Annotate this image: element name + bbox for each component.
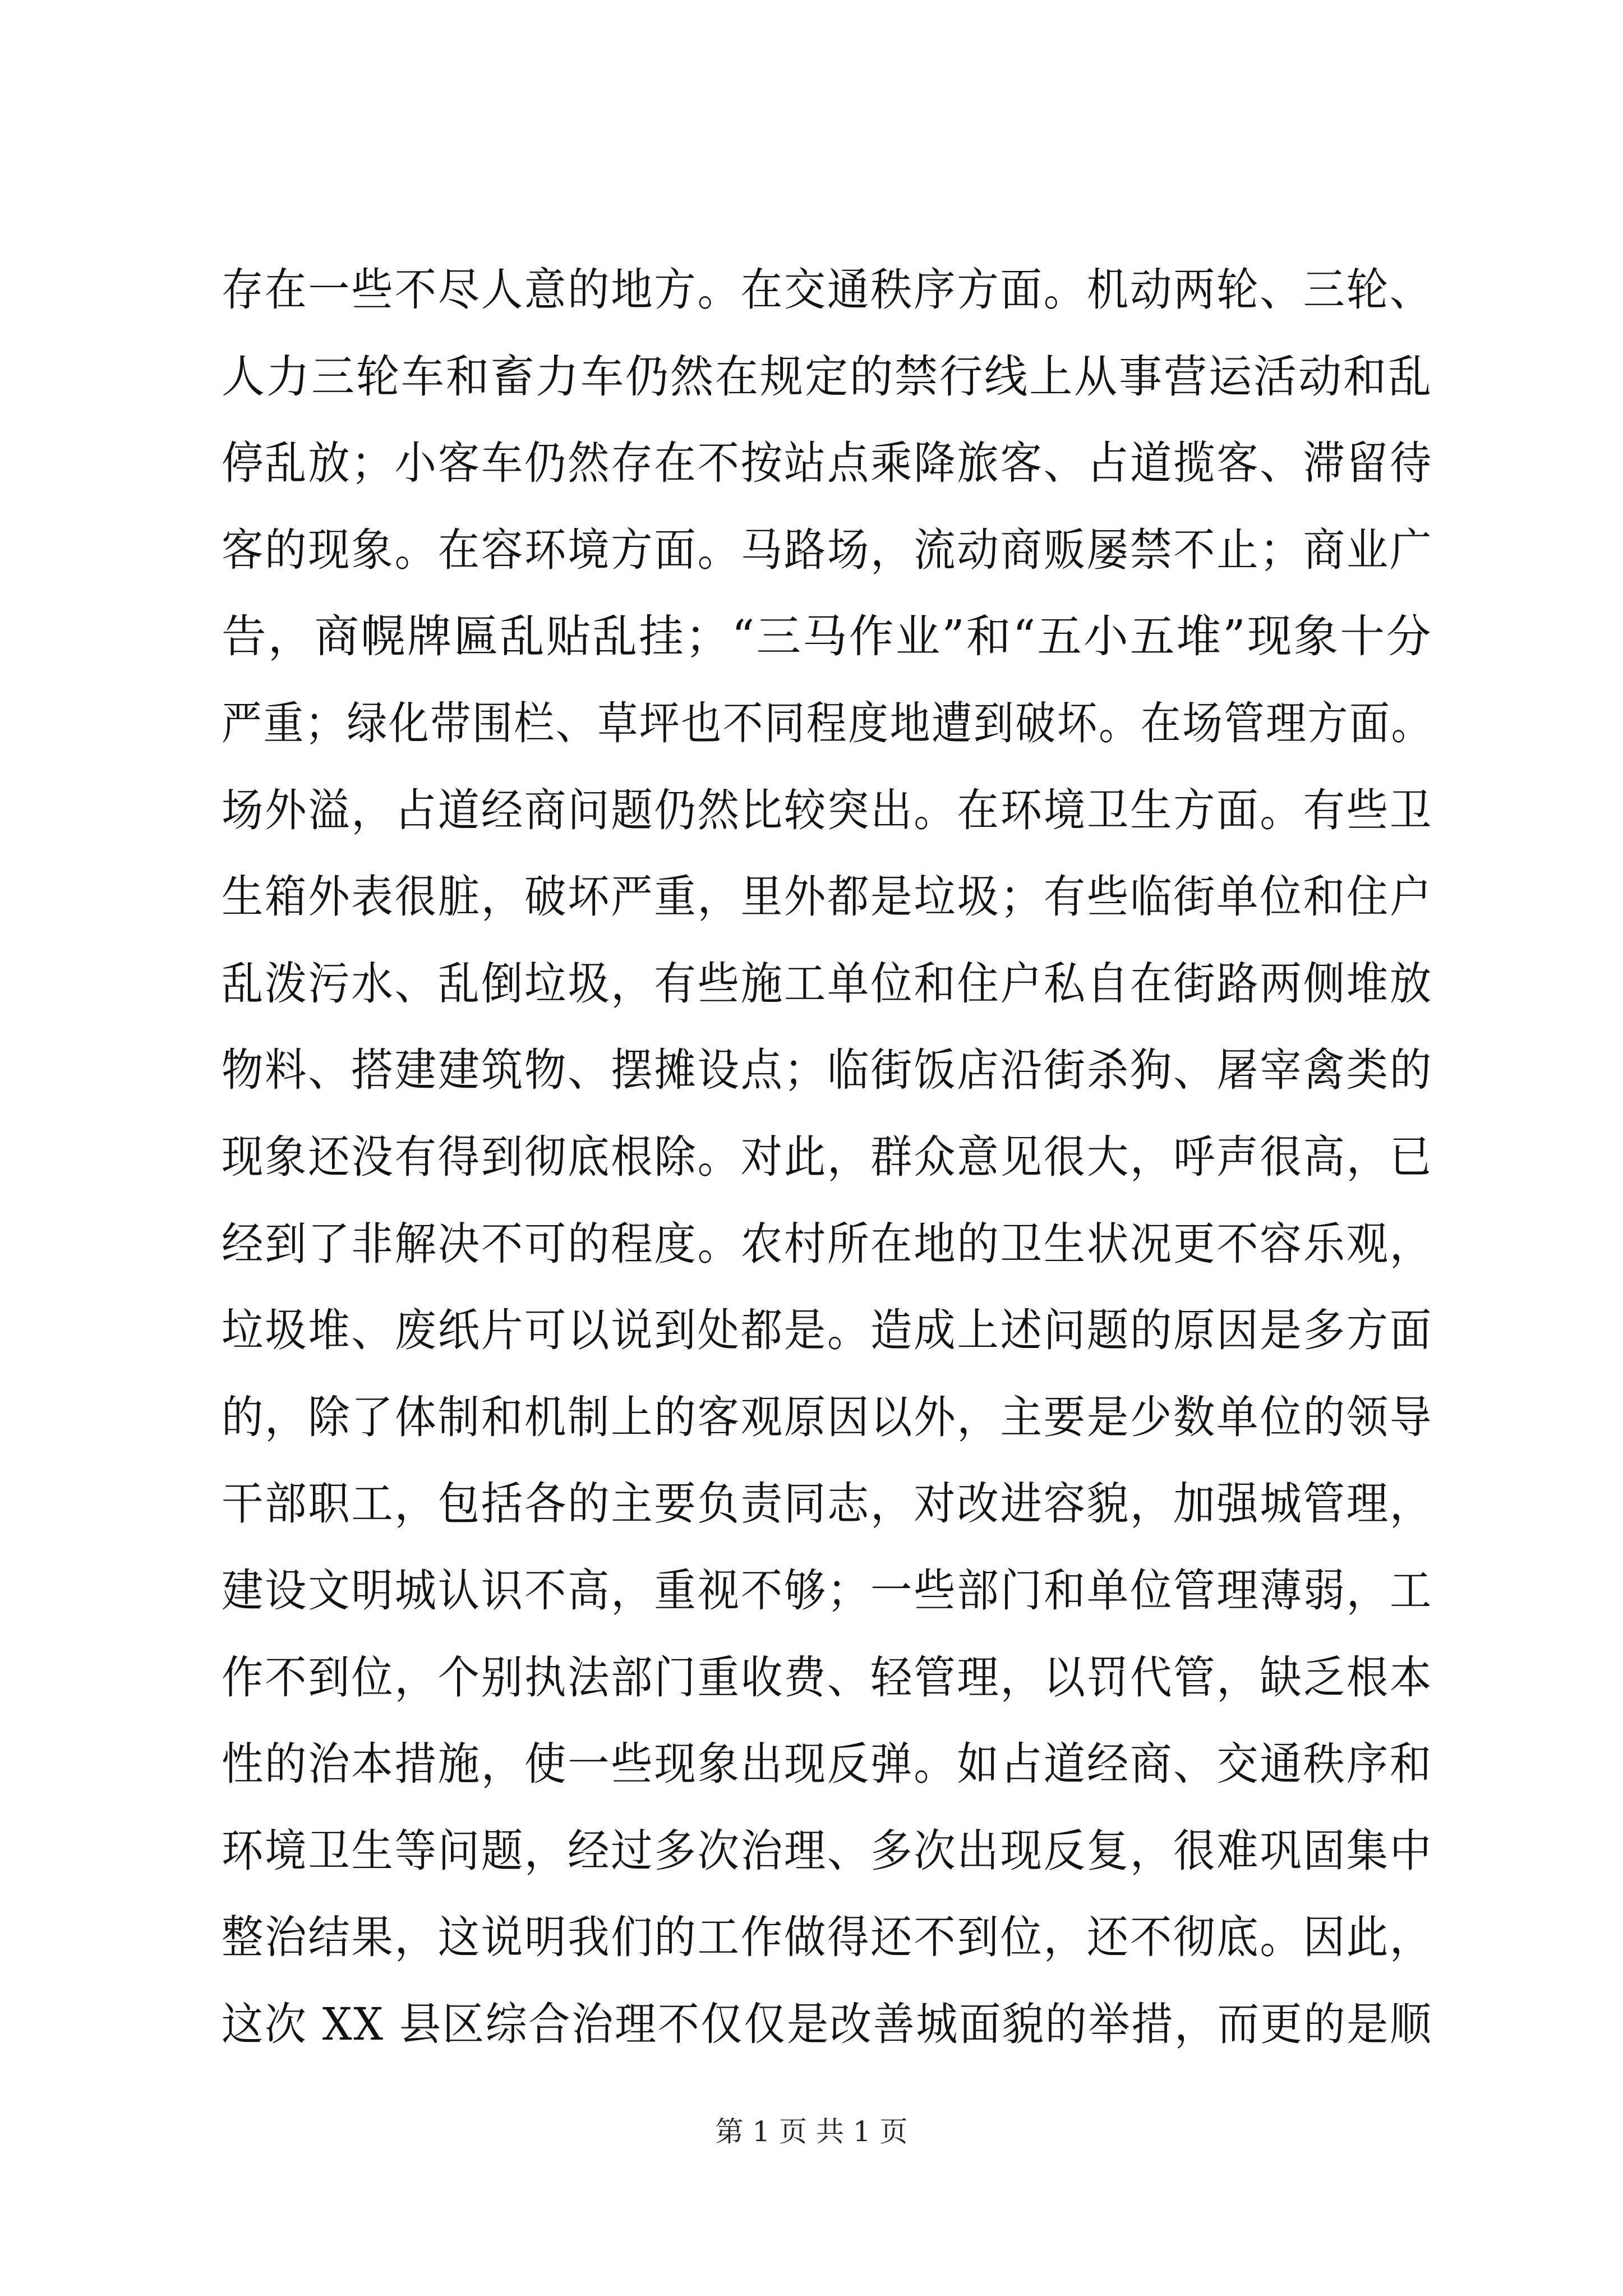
text-line-13: 垃圾堆、废纸片可以说到处都是。造成上述问题的原因是多方面 — [222, 1304, 1433, 1357]
page-footer — [0, 2115, 1623, 2148]
text-line-19: 环境卫生等问题，经过多次治理、多次出现反复，很难巩固集中 — [222, 1824, 1433, 1877]
text-line-14: 的，除了体制和机制上的客观原因以外，主要是少数单位的领导 — [222, 1391, 1433, 1443]
text-line-20: 整治结果，这说明我们的工作做得还不到位，还不彻底。因此， — [222, 1911, 1433, 1964]
text-line-2: 人力三轮车和畜力车仍然在规定的禁行线上从事营运活动和乱 — [222, 350, 1433, 403]
text-line-12: 经到了非解决不可的程度。农村所在地的卫生状况更不容乐观， — [222, 1217, 1433, 1270]
text-line-15: 干部职工，包括各的主要负责同志，对改进容貌，加强城管理， — [222, 1478, 1433, 1530]
text-line-16: 建设文明城认识不高，重视不够；一些部门和单位管理薄弱，工 — [222, 1564, 1433, 1617]
text-line-3: 停乱放；小客车仍然存在不按站点乘降旅客、占道揽客、滞留待 — [222, 437, 1433, 490]
text-line-5: 告，商幌牌匾乱贴乱挂；“三马作业”和“五小五堆”现象十分 — [222, 610, 1433, 663]
text-line-8: 生箱外表很脏，破坏严重，里外都是垃圾；有些临街单位和住户 — [222, 871, 1433, 923]
text-line-10: 物料、搭建建筑物、摆摊设点；临街饭店沿街杀狗、屠宰禽类的 — [222, 1044, 1433, 1097]
text-line-1: 存在一些不尽人意的地方。在交通秩序方面。机动两轮、三轮、 — [222, 264, 1433, 316]
text-line-11: 现象还没有得到彻底根除。对此，群众意见很大，呼声很高，已 — [222, 1130, 1433, 1183]
text-line-9: 乱泼污水、乱倒垃圾，有些施工单位和住户私自在街路两侧堆放 — [222, 957, 1433, 1010]
text-line-21: 这次 XX 县区综合治理不仅仅是改善城面貌的举措，而更的是顺 — [222, 1998, 1433, 2050]
body-text — [222, 247, 1433, 2068]
text-line-18: 性的治本措施，使一些现象出现反弹。如占道经商、交通秩序和 — [222, 1738, 1433, 1791]
text-line-7: 场外溢，占道经商问题仍然比较突出。在环境卫生方面。有些卫 — [222, 784, 1433, 836]
text-line-17: 作不到位，个别执法部门重收费、轻管理，以罚代管，缺乏根本 — [222, 1651, 1433, 1704]
text-line-4: 客的现象。在容环境方面。马路场，流动商贩屡禁不止；商业广 — [222, 523, 1433, 576]
page-number: 第 1 页 共 1 页 — [715, 2115, 908, 2148]
text-line-6: 严重；绿化带围栏、草坪也不同程度地遭到破坏。在场管理方面。 — [222, 697, 1433, 749]
